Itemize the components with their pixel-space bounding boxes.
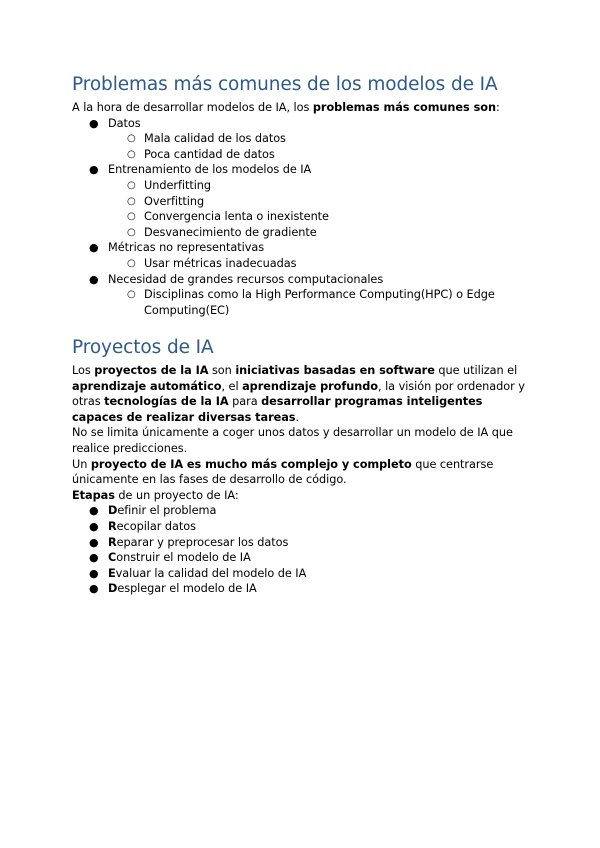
- bold-run: desarrollar programas inteligentes capaces de realizar diversas tareas: [72, 395, 483, 424]
- circle-bullet-icon: ○: [127, 226, 136, 238]
- stage-rest: efinir el problema: [117, 504, 217, 518]
- list-item: [72, 550, 532, 566]
- sub-list-item: [108, 209, 532, 225]
- text-run: Los: [72, 364, 95, 377]
- circle-bullet-icon: ○: [127, 289, 136, 301]
- sub-list: [108, 178, 532, 240]
- bold-run: proyecto de IA es mucho más complejo y completo: [90, 457, 412, 471]
- bold-run: iniciativas basadas en software: [235, 364, 435, 377]
- stage-rest: eparar y preprocesar los datos: [116, 535, 289, 549]
- list-item: [72, 272, 532, 319]
- bold-run: proyectos de la IA: [94, 364, 209, 377]
- sub-list-item: [108, 256, 532, 272]
- sub-list-item: [108, 194, 532, 210]
- circle-bullet-icon: ○: [127, 133, 136, 145]
- text-run: son: [208, 364, 236, 377]
- problems-list: [72, 116, 532, 319]
- list-item-label: Entrenamiento de los modelos de IA: [108, 163, 312, 177]
- stage-rest: ecopilar datos: [116, 519, 196, 533]
- bullet-icon: ●: [89, 504, 99, 518]
- list-item-label: Métricas no representativas: [108, 241, 265, 255]
- sub-list-item-label: Overfitting: [144, 194, 205, 208]
- stage-rest: esplegar el modelo de IA: [117, 582, 257, 596]
- intro-text: A la hora de desarrollar modelos de IA, los: [72, 101, 313, 114]
- bold-run: aprendizaje profundo: [242, 379, 378, 393]
- bullet-icon: ●: [89, 519, 99, 533]
- sub-list-item-label: Convergencia lenta o inexistente: [144, 210, 329, 224]
- list-item: [72, 535, 532, 551]
- text-run: , el: [221, 379, 243, 393]
- sub-list: [108, 287, 532, 318]
- list-item: [72, 240, 532, 271]
- text-run: .: [295, 410, 299, 424]
- list-item: [72, 519, 532, 535]
- sub-list-item-label: Mala calidad de los datos: [144, 132, 286, 146]
- bullet-icon: ●: [89, 582, 99, 596]
- circle-bullet-icon: ○: [127, 195, 136, 207]
- stage-initial: E: [108, 566, 116, 580]
- sub-list-item: [108, 178, 532, 194]
- bullet-icon: ●: [89, 272, 99, 286]
- text-run: que centrarse únicamente en las fases de desarrollo de código.: [72, 457, 494, 487]
- text-run: de un proyecto de IA:: [114, 488, 239, 502]
- stage-rest: onstruir el modelo de IA: [116, 551, 251, 565]
- text-run: para: [228, 395, 262, 409]
- stage-initial: D: [108, 504, 118, 518]
- text-run: que utilizan el: [434, 364, 518, 377]
- stages-list: [72, 503, 532, 597]
- sub-list-item-label: Disciplinas como la High Performance Computing(HPC) o Edge Computing(EC): [144, 288, 495, 317]
- list-item: [72, 116, 532, 163]
- section-body-proyectos: [72, 363, 532, 597]
- bold-run: aprendizaje automático: [72, 379, 222, 393]
- circle-bullet-icon: ○: [127, 257, 136, 269]
- sub-list: [108, 131, 532, 162]
- sub-list-item: [108, 287, 532, 318]
- paragraph-complexity: [72, 457, 532, 488]
- sub-list-item: [108, 131, 532, 147]
- section-heading-problemas: Problemas más comunes de los modelos de IA: [72, 74, 498, 95]
- sub-list-item-label: Underfitting: [144, 178, 212, 192]
- circle-bullet-icon: ○: [127, 211, 136, 223]
- bullet-icon: ●: [89, 116, 99, 130]
- stage-initial: D: [108, 582, 118, 596]
- list-item: [72, 566, 532, 582]
- stage-initial: R: [108, 519, 117, 533]
- bullet-icon: ●: [89, 163, 99, 177]
- sub-list: [108, 256, 532, 272]
- list-item-label: Necesidad de grandes recursos computacionales: [108, 272, 384, 286]
- bullet-icon: ●: [89, 241, 99, 255]
- paragraph-stages-intro: [72, 488, 532, 504]
- list-item: [72, 503, 532, 519]
- bullet-icon: ●: [89, 566, 99, 580]
- stage-initial: R: [108, 535, 117, 549]
- list-item: [72, 162, 532, 240]
- sub-list-item-label: Desvanecimiento de gradiente: [144, 225, 317, 239]
- bold-run: Etapas: [72, 488, 115, 502]
- paragraph-definition: [72, 363, 532, 425]
- section-heading-proyectos: Proyectos de IA: [72, 337, 214, 358]
- sub-list-item-label: Poca cantidad de datos: [144, 147, 275, 161]
- stage-rest: valuar la calidad del modelo de IA: [115, 566, 307, 580]
- bullet-icon: ●: [89, 551, 99, 565]
- stage-initial: C: [108, 551, 117, 565]
- sub-list-item: [108, 225, 532, 241]
- list-item-label: Datos: [108, 116, 141, 130]
- intro-bold: problemas más comunes son: [312, 101, 496, 114]
- sub-list-item-label: Usar métricas inadecuadas: [144, 256, 297, 270]
- paragraph-scope: No se limita únicamente a coger unos datos y desarrollar un modelo de IA que realice predicciones.: [72, 426, 513, 455]
- bold-run: tecnologías de la IA: [104, 395, 229, 409]
- text-run: , la visión por ordenador y otras: [72, 379, 525, 409]
- bullet-icon: ●: [89, 535, 99, 549]
- intro-paragraph: [72, 100, 532, 116]
- section-body-problemas: [72, 100, 532, 318]
- text-run: Un: [72, 457, 91, 471]
- intro-suffix: :: [495, 101, 500, 114]
- circle-bullet-icon: ○: [127, 179, 136, 191]
- sub-list-item: [108, 147, 532, 163]
- circle-bullet-icon: ○: [127, 148, 136, 160]
- list-item: [72, 581, 532, 597]
